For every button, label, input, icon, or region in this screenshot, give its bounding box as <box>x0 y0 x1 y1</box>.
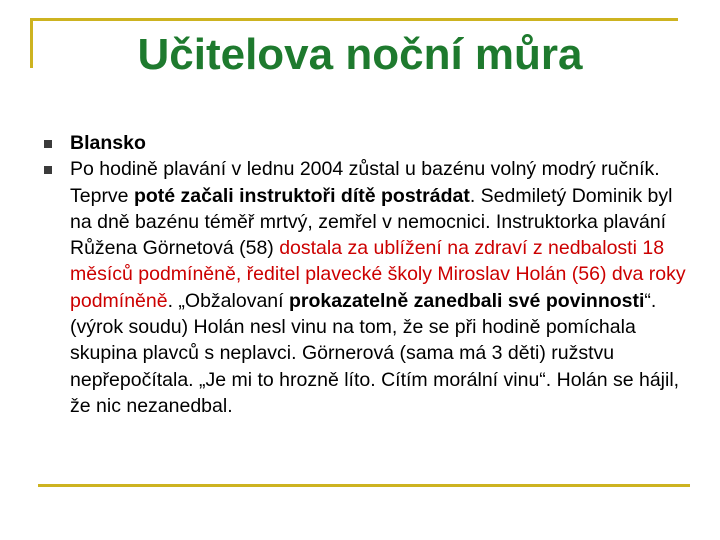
bullet-item-location <box>44 130 694 156</box>
story-text-3: . „Obžalovaní <box>167 289 289 312</box>
location-label: Blansko <box>70 132 146 154</box>
story-bold-1: poté začali instruktoři dítě postrádat <box>133 184 470 207</box>
bullet-list <box>44 130 694 419</box>
top-accent-line <box>30 18 678 21</box>
slide-title: Učitelova noční můra <box>137 30 583 79</box>
bullet-item-story <box>44 156 694 419</box>
square-bullet-icon <box>44 140 52 148</box>
story-text-4: “. (výrok soudu) Holán nesl vinu na tom, že se při hodině pomíchala skupina plavců s neplavci. Görnerová (sama má 3 děti) ružstvu nepřepočítala. „Je mi to hrozně líto. Cítím morální vinu“. Holán se hájil, že nic nezanedbal. <box>70 289 680 417</box>
story-bold-2: prokazatelně zanedbali své povinnosti <box>288 289 645 312</box>
story-text-1: Po hodině plavání v lednu 2004 zůstal u bazénu volný modrý ručník. Teprve <box>70 158 660 207</box>
square-bullet-icon <box>44 166 52 174</box>
story-text-2: . Sedmiletý Dominik byl na dně bazénu téměř mrtvý, zemřel v nemocnici. Instruktorka plavání Růžena Görnetová (58) <box>70 184 673 260</box>
story-verdict-highlight: dostala za ublížení na zdraví z nedbalosti 18 měsíců podmíněně, ředitel plavecké školy Miroslav Holán (56) dva roky podmíněně <box>70 237 686 312</box>
bottom-accent-line <box>38 484 690 487</box>
